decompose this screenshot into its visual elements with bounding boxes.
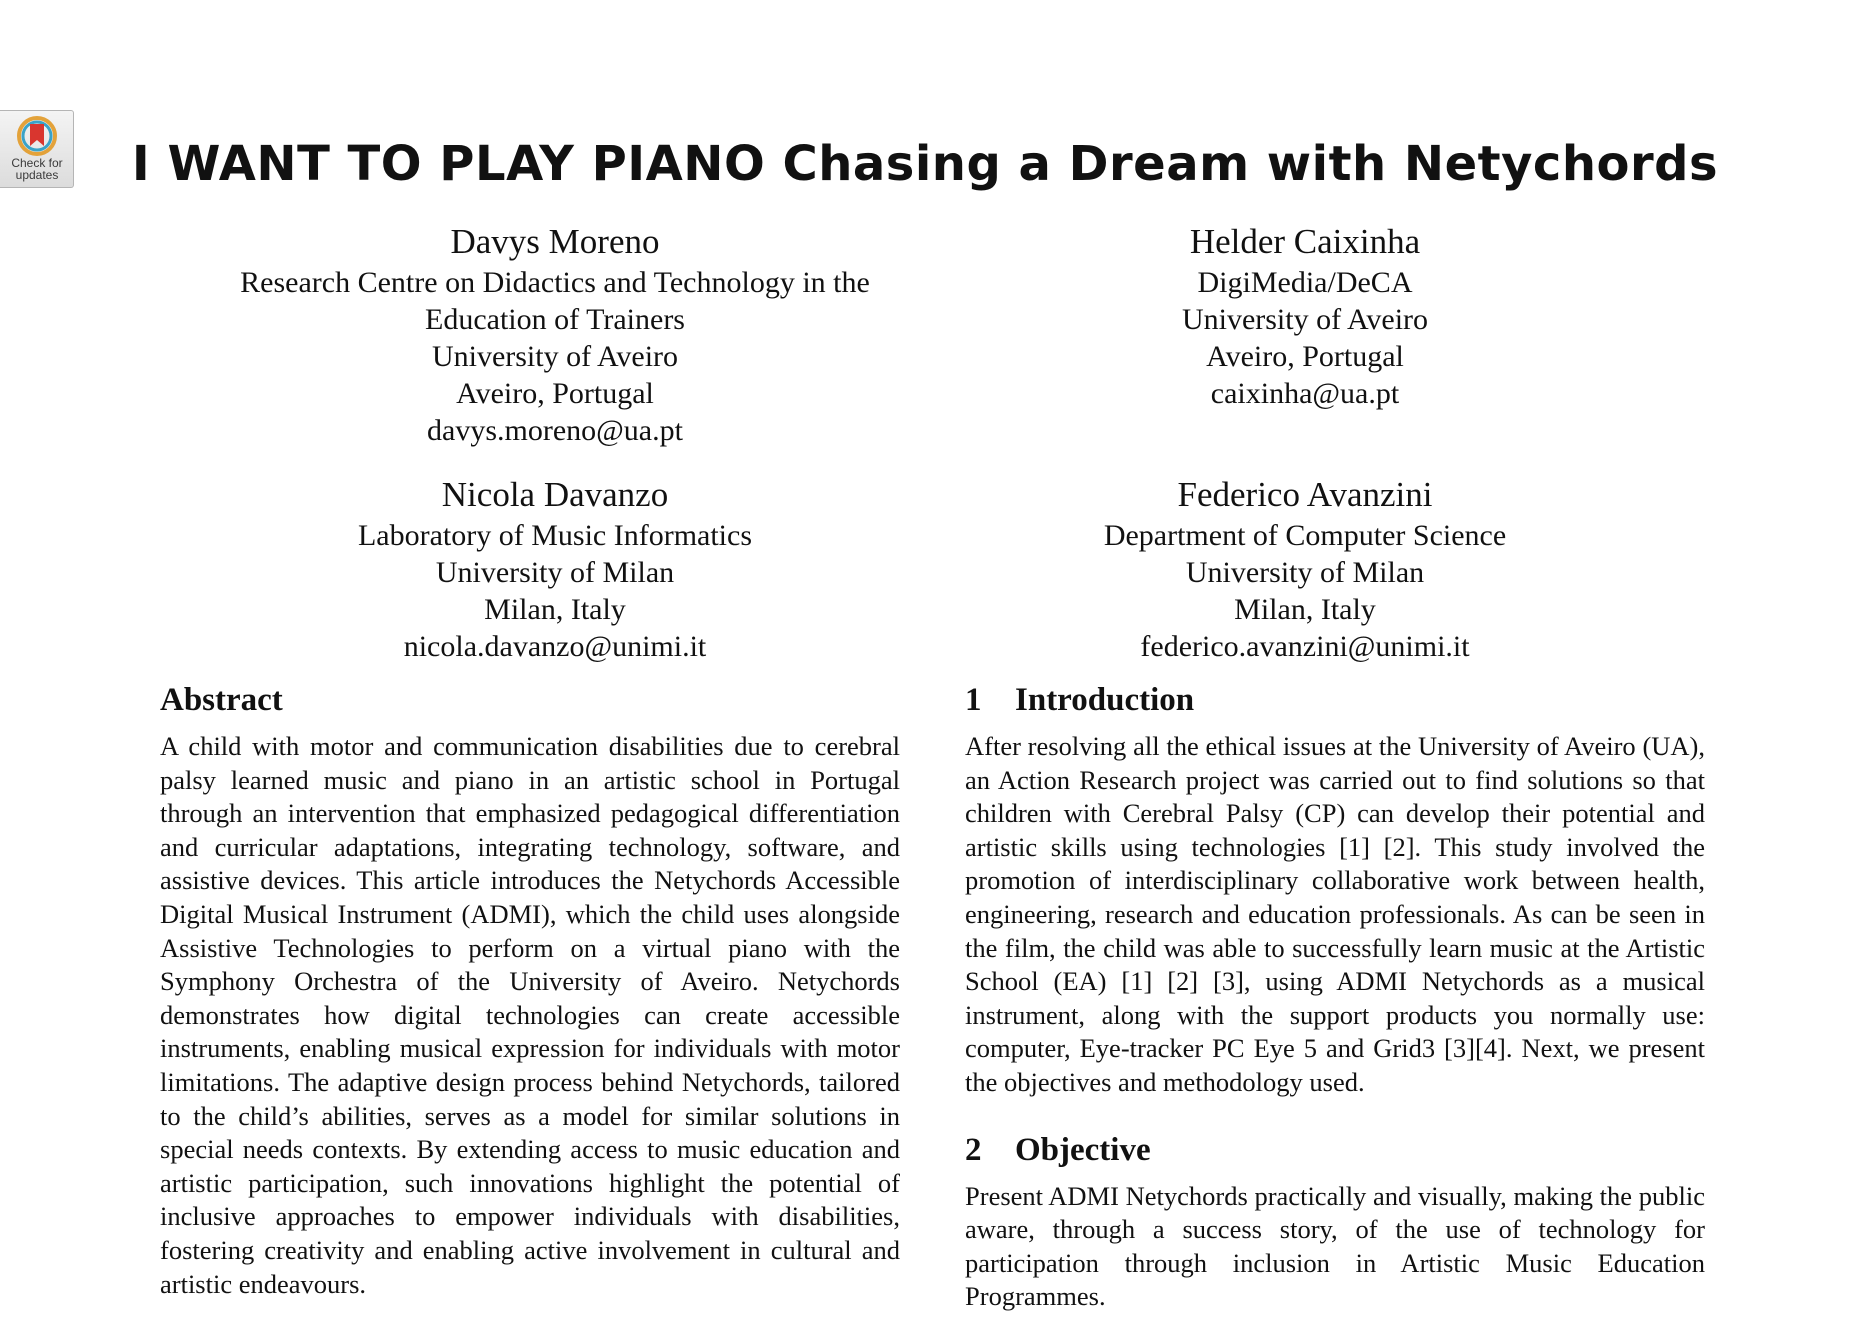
author-email[interactable]: federico.avanzini@unimi.it (1140, 630, 1470, 663)
abstract-heading: Abstract (160, 682, 283, 718)
section-title: Objective (1015, 1131, 1151, 1168)
section-title: Introduction (1015, 682, 1195, 718)
author-name: Helder Caixinha (1189, 222, 1421, 261)
author-email[interactable]: davys.moreno@ua.pt (427, 414, 683, 447)
affiliation-line: Education of Trainers (425, 303, 685, 336)
left-column (160, 678, 900, 1301)
affiliation-line: University of Milan (435, 556, 675, 589)
author-block (210, 220, 900, 449)
badge-label: Check for updates (11, 156, 63, 182)
section-number: 1 (965, 682, 982, 718)
section-heading (965, 1128, 1705, 1172)
affiliation-line: Aveiro, Portugal (1206, 340, 1404, 373)
author-email[interactable]: caixinha@ua.pt (1210, 377, 1400, 410)
affiliation-line: Aveiro, Portugal (456, 377, 654, 410)
author-name: Nicola Davanzo (441, 475, 669, 514)
affiliation-line: Department of Computer Science (1103, 519, 1507, 552)
affiliation-line: DigiMedia/DeCA (1197, 266, 1413, 299)
author-block (1010, 473, 1600, 665)
affiliation-line: Milan, Italy (484, 593, 626, 626)
affiliation-line: University of Aveiro (1181, 303, 1429, 336)
author-block (1010, 220, 1600, 412)
author-email[interactable]: nicola.davanzo@unimi.it (403, 630, 707, 663)
author-name: Federico Avanzini (1177, 475, 1433, 514)
paper-title: I WANT TO PLAY PIANO Chasing a Dream with Netychords (131, 136, 1719, 192)
abstract-text: A child with motor and communication disabilities due to cerebral palsy learned music and piano in an artistic school in Portugal through an intervention that emphasized pedagogical differentiation and curricular adaptations, integrating technology, software, and assistive devices. This article introduces the Netychords Accessible Digital Musical Instrument (ADMI), which the child uses alongside Assistive Technologies to perform on a virtual piano with the Symphony Orchestra of the University of Aveiro. Netychords demonstrates how digital technologies can create accessible instruments, enabling musical expression for individuals with motor limitations. The adaptive design process behind Netychords, tailored to the child’s abilities, serves as a model for similar solutions in special needs contexts. By extending access to music education and artistic participation, such innovations highlight the potential of inclusive approaches to empower individuals with disabilities, fostering creativity and enabling active involvement in cultural and artistic endeavours. (160, 731, 900, 1299)
section-heading (965, 678, 1705, 722)
affiliation-line: Laboratory of Music Informatics (357, 519, 753, 552)
affiliation-line: University of Milan (1185, 556, 1425, 589)
affiliation-line: University of Aveiro (431, 340, 679, 373)
section-number: 2 (965, 1131, 982, 1168)
right-column (965, 678, 1705, 1314)
section-text: Present ADMI Netychords practically and visually, making the public aware, through a success story, of the use of technology for participation through inclusion in Artistic Music Education Programmes. (965, 1180, 1705, 1312)
section-text: After resolving all the ethical issues at the University of Aveiro (UA), an Action Research project was carried out to find solutions so that children with Cerebral Palsy (CP) can develop their potential and artistic skills using technologies [1] [2]. This study involved the promotion of interdisciplinary collaborative work between health, engineering, research and education professionals. As can be seen in the film, the child was able to successfully learn music at the Artistic School (EA) [1] [2] [3], using ADMI Netychords as a musical instrument, along with the support products you normally use: computer, Eye-tracker PC Eye 5 and Grid3 [3][4]. Next, we present the objectives and methodology used. (965, 731, 1705, 1097)
affiliation-line: Milan, Italy (1234, 593, 1376, 626)
author-name: Davys Moreno (450, 222, 660, 261)
author-block (210, 473, 900, 665)
affiliation-line: Research Centre on Didactics and Technology in the (240, 266, 870, 299)
